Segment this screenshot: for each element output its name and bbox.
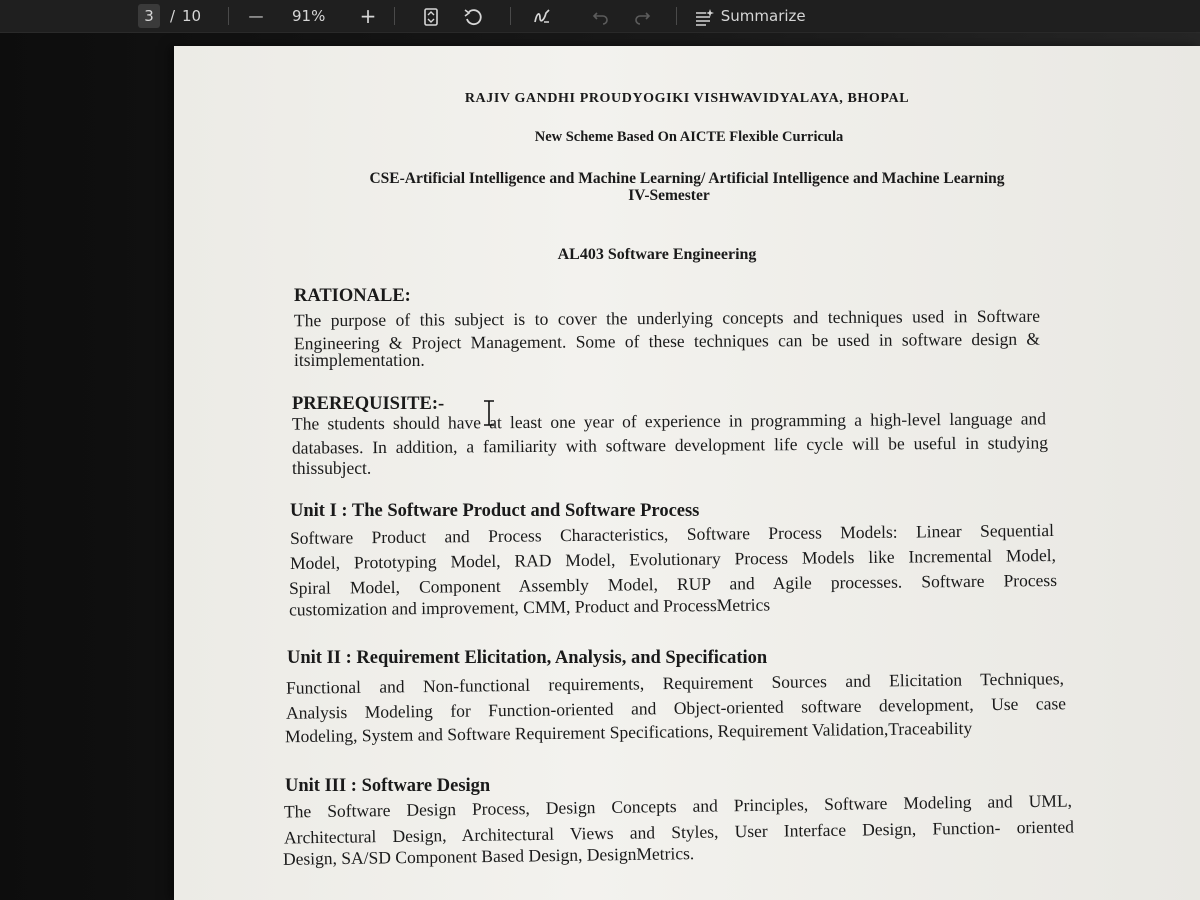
page-number-input[interactable]: 3 bbox=[138, 4, 160, 28]
pdf-page[interactable] bbox=[174, 46, 1200, 900]
page-separator: / bbox=[170, 7, 176, 25]
semester-title: IV-Semester bbox=[628, 187, 710, 204]
toolbar-divider bbox=[676, 7, 677, 25]
prerequisite-heading: PREREQUISITE:- bbox=[292, 394, 445, 414]
unit-2-line: Modeling, System and Software Requirement Specifications, Requirement Validation,Traceability bbox=[284, 717, 973, 747]
undo-icon bbox=[592, 9, 610, 25]
zoom-level[interactable]: 91% bbox=[292, 7, 326, 25]
rotate-icon bbox=[463, 7, 485, 27]
prerequisite-line: databases. In addition, a familiarity with software development life cycle will be useful in studying bbox=[291, 432, 1049, 458]
zoom-out-button[interactable]: — bbox=[248, 7, 264, 25]
toolbar-divider bbox=[510, 7, 511, 25]
summarize-icon bbox=[694, 8, 716, 26]
pdf-toolbar bbox=[0, 0, 1200, 33]
draw-button[interactable] bbox=[532, 0, 552, 32]
rationale-line: Engineering & Project Management. Some of these techniques can be used in software design & bbox=[293, 328, 1041, 354]
fit-page-icon bbox=[423, 8, 439, 26]
zoom-in-button[interactable]: + bbox=[359, 4, 377, 28]
unit-2-line: Analysis Modeling for Function-oriented and Object-oriented software development, Use case bbox=[285, 693, 1067, 723]
text-cursor-icon bbox=[482, 400, 496, 426]
unit-3-heading: Unit III : Software Design bbox=[285, 776, 491, 796]
unit-1-heading: Unit I : The Software Product and Software Process bbox=[290, 501, 700, 521]
unit-1-line: Model, Prototyping Model, RAD Model, Evolutionary Process Models like Incremental Model, bbox=[289, 544, 1057, 574]
unit-1-line: Spiral Model, Component Assembly Model, RUP and Agile processes. Software Process bbox=[288, 569, 1058, 599]
summarize-button[interactable] bbox=[694, 0, 806, 32]
university-name: RAJIV GANDHI PROUDYOGIKI VISHWAVIDYALAYA, BHOPAL bbox=[464, 91, 910, 106]
rationale-heading: RATIONALE: bbox=[294, 286, 411, 306]
rationale-line: itsimplementation. bbox=[294, 350, 425, 370]
course-title: AL403 Software Engineering bbox=[557, 246, 757, 263]
unit-2-heading: Unit II : Requirement Elicitation, Analysis, and Specification bbox=[287, 648, 768, 668]
unit-1-line: customization and improvement, CMM, Product and ProcessMetrics bbox=[288, 594, 771, 620]
prerequisite-line: thissubject. bbox=[292, 458, 372, 478]
unit-3-line: Architectural Design, Architectural Views and Styles, User Interface Design, Function- oriented bbox=[283, 816, 1075, 848]
page-total: 10 bbox=[182, 7, 202, 25]
scheme-title: New Scheme Based On AICTE Flexible Curricula bbox=[534, 129, 844, 145]
rationale-line: The purpose of this subject is to cover the underlying concepts and techniques used in Software bbox=[293, 305, 1041, 331]
toolbar-divider bbox=[394, 7, 395, 25]
toolbar-divider bbox=[228, 7, 229, 25]
redo-icon bbox=[633, 9, 651, 25]
rotate-button[interactable] bbox=[463, 0, 485, 32]
unit-2-line: Functional and Non-functional requirements, Requirement Sources and Elicitation Techniques, bbox=[285, 668, 1065, 698]
draw-icon bbox=[532, 7, 552, 27]
prerequisite-line: The students should have at least one year of experience in programming a high-level language and bbox=[291, 408, 1047, 434]
redo-button[interactable] bbox=[633, 0, 651, 32]
summarize-label: Summarize bbox=[720, 7, 806, 25]
branch-title: CSE-Artificial Intelligence and Machine Learning/ Artificial Intelligence and Machine Learning bbox=[369, 170, 1005, 187]
undo-button[interactable] bbox=[592, 0, 610, 32]
unit-3-line: Design, SA/SD Component Based Design, DesignMetrics. bbox=[282, 843, 695, 869]
unit-3-line: The Software Design Process, Design Concepts and Principles, Software Modeling and UML, bbox=[283, 790, 1073, 822]
fit-page-button[interactable] bbox=[423, 0, 439, 32]
unit-1-line: Software Product and Process Characteristics, Software Process Models: Linear Sequential bbox=[289, 520, 1055, 548]
